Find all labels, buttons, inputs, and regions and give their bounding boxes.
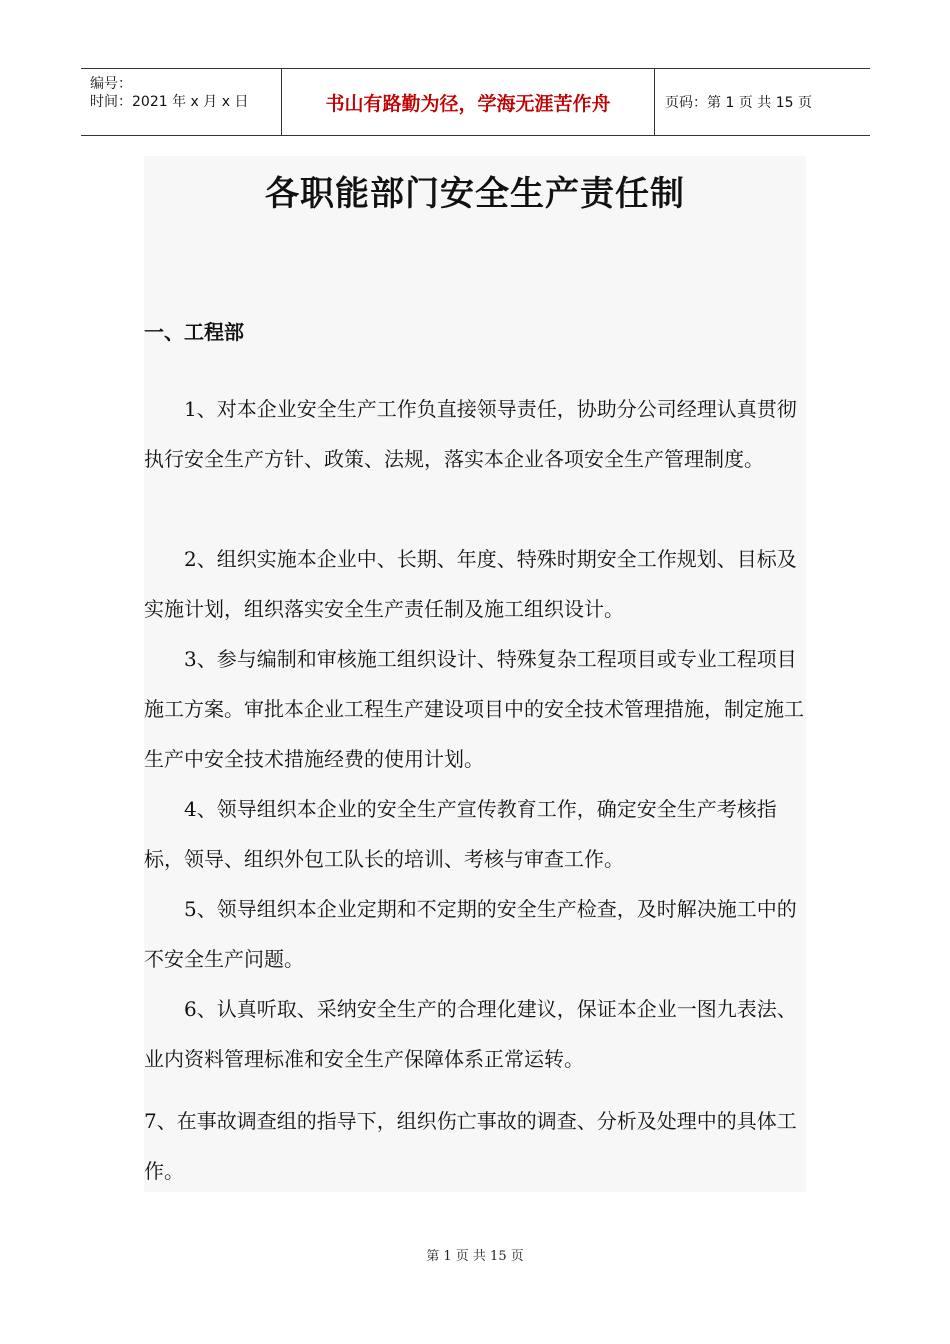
document-header [81,68,870,136]
paragraph: 4、领导组织本企业的安全生产宣传教育工作，确定安全生产考核指标，领导、组织外包工队长的培训、考核与审查工作。 [144,797,777,871]
number-label: 编号： [90,76,132,92]
paragraph: 6、认真听取、采纳安全生产的合理化建议，保证本企业一图九表法、业内资料管理标准和安全生产保障体系正常运转。 [144,997,797,1071]
document-title: 各职能部门安全生产责任制 [265,174,685,214]
document-body [144,156,806,1192]
paragraph: 7、在事故调查组的指导下，组织伤亡事故的调查、分析及处理中的具体工作。 [144,1109,797,1183]
paragraph: 5、领导组织本企业定期和不定期的安全生产检查，及时解决施工中的不安全生产问题。 [144,897,797,971]
header-meta [81,69,281,135]
paragraph: 2、组织实施本企业中、长期、年度、特殊时期安全工作规划、目标及实施计划，组织落实安全生产责任制及施工组织设计。 [144,547,797,621]
section-heading: 一、工程部 [144,320,244,344]
paragraph: 3、参与编制和审核施工组织设计、特殊复杂工程项目或专业工程项目施工方案。审批本企业工程生产建设项目中的安全技术管理措施，制定施工生产中安全技术措施经费的使用计划。 [144,647,804,771]
time-label: 时间：2021 年 x 月 x 日 [90,94,249,110]
header-motto: 书山有路勤为径，学海无涯苦作舟 [281,69,655,135]
page-footer: 第 1 页 共 15 页 [426,1249,524,1264]
paragraph: 1、对本企业安全生产工作负直接领导责任，协助分公司经理认真贯彻执行安全生产方针、政策、法规，落实本企业各项安全生产管理制度。 [144,397,797,471]
header-page-info: 页码：第 1 页 共 15 页 [665,95,812,111]
